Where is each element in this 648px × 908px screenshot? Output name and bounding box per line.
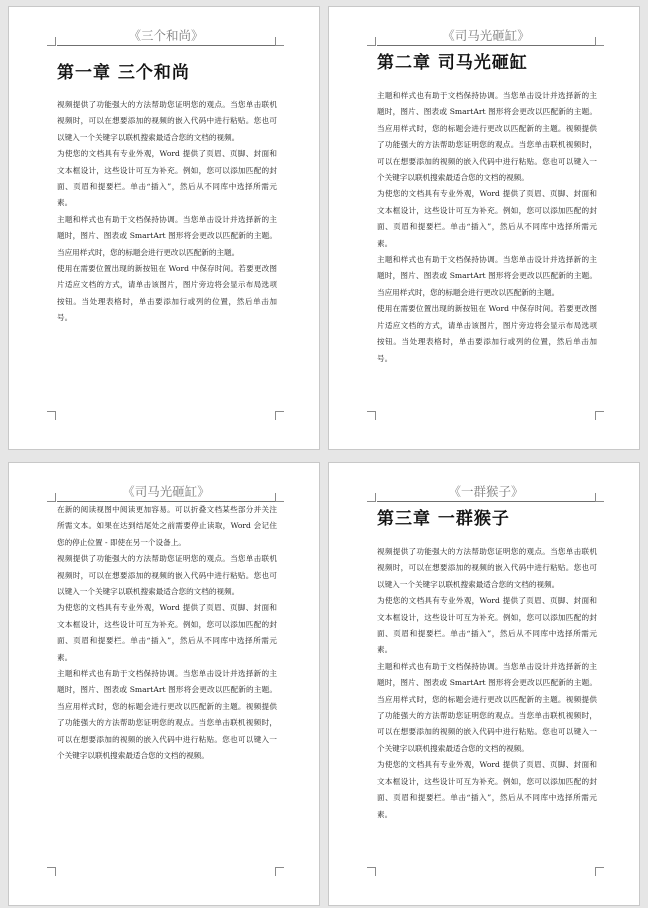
crop-mark-bottom-right <box>275 411 284 420</box>
chapter-title[interactable]: 第二章 司马光砸缸 <box>377 53 528 73</box>
page-header[interactable]: 《三个和尚》 <box>128 28 204 43</box>
header-rule <box>377 501 595 502</box>
crop-mark-bottom-right <box>275 867 284 876</box>
crop-mark-bottom-right <box>595 411 604 420</box>
crop-mark-top-left <box>367 493 376 502</box>
chapter-title[interactable]: 第一章 三个和尚 <box>57 63 190 83</box>
crop-mark-top-right <box>275 37 284 46</box>
header-rule <box>57 45 275 46</box>
crop-mark-bottom-left <box>367 867 376 876</box>
page-header[interactable]: 《司马光砸缸》 <box>442 28 530 43</box>
paragraph: 视频提供了功能强大的方法帮助您证明您的观点。当您单击联机视频时，可以在想要添加的视频的嵌入代码中进行粘贴。您也可以键入一个关键字以联机搜索最适合您的文档的视频。 <box>377 547 597 589</box>
body-text[interactable] <box>57 502 277 765</box>
crop-mark-top-right <box>595 37 604 46</box>
body-text[interactable] <box>57 97 277 327</box>
header-rule <box>377 45 595 46</box>
paragraph: 为使您的文档具有专业外观，Word 提供了页眉、页脚、封面和文本框设计，这些设计可互为补充。例如，您可以添加匹配的封面、页眉和提要栏。单击“插入”，然后从不同库中选择所需元素。 <box>57 603 277 662</box>
paragraph: 视频提供了功能强大的方法帮助您证明您的观点。当您单击联机视频时，可以在想要添加的视频的嵌入代码中进行粘贴。您也可以键入一个关键字以联机搜索最适合您的文档的视频。 <box>57 554 277 597</box>
crop-mark-top-left <box>47 493 56 502</box>
body-text[interactable] <box>377 88 597 367</box>
paragraph: 使用在需要位置出现的新按钮在 Word 中保存时间。若要更改图片适应文档的方式，请单击该图片，图片旁边将会显示布局选项按钮。当处理表格时，单击要添加行或列的位置，然后单击加号。 <box>377 304 597 363</box>
paragraph: 主题和样式也有助于文档保持协调。当您单击设计并选择新的主题时，图片、图表或 SmartArt 图形将会更改以匹配新的主题。当应用样式时，您的标题会进行更改以匹配新的主题。视频提供了功能强大的方法帮助您证明您的观点。当您单击联机视频时，可以在想要添加的视频的嵌入代码中进行粘贴。您也可以键入一个关键字以联机搜索最适合您的文档的视频。 <box>377 661 597 753</box>
crop-mark-top-right <box>275 493 284 502</box>
paragraph: 主题和样式也有助于文档保持协调。当您单击设计并选择新的主题时，图片、图表或 SmartArt 图形将会更改以匹配新的主题。当应用样式时，您的标题会进行更改以匹配新的主题。视频提供了功能强大的方法帮助您证明您的观点。当您单击联机视频时，可以在想要添加的视频的嵌入代码中进行粘贴。您也可以键入一个关键字以联机搜索最适合您的文档的视频。 <box>377 91 597 183</box>
page-2[interactable] <box>328 6 640 450</box>
crop-mark-bottom-right <box>595 867 604 876</box>
crop-mark-top-left <box>47 37 56 46</box>
crop-mark-bottom-left <box>47 411 56 420</box>
paragraph: 使用在需要位置出现的新按钮在 Word 中保存时间。若要更改图片适应文档的方式，请单击该图片，图片旁边将会显示布局选项按钮。当处理表格时，单击要添加行或列的位置，然后单击加号。 <box>57 264 277 323</box>
paragraph: 为使您的文档具有专业外观，Word 提供了页眉、页脚、封面和文本框设计，这些设计可互为补充。例如，您可以添加匹配的封面、页眉和提要栏。单击“插入”，然后从不同库中选择所需元素。 <box>57 149 277 208</box>
paragraph: 为使您的文档具有专业外观，Word 提供了页眉、页脚、封面和文本框设计，这些设计可互为补充。例如，您可以添加匹配的封面、页眉和提要栏。单击“插入”，然后从不同库中选择所需元素。 <box>377 596 597 655</box>
crop-mark-bottom-left <box>47 867 56 876</box>
page-3[interactable] <box>8 462 320 906</box>
paragraph: 主题和样式也有助于文档保持协调。当您单击设计并选择新的主题时，图片、图表或 SmartArt 图形将会更改以匹配新的主题。当应用样式时，您的标题会进行更改以匹配新的主题。 <box>57 214 277 257</box>
page-1[interactable] <box>8 6 320 450</box>
page-4[interactable] <box>328 462 640 906</box>
page-header[interactable]: 《司马光砸缸》 <box>122 484 210 499</box>
paragraph: 为使您的文档具有专业外观，Word 提供了页眉、页脚、封面和文本框设计，这些设计可互为补充。例如，您可以添加匹配的封面、页眉和提要栏。单击“插入”，然后从不同库中选择所需元素。 <box>377 760 597 819</box>
paragraph: 在新的阅读视图中阅读更加容易。可以折叠文档某些部分并关注所需文本。如果在达到结尾处之前需要停止读取，Word 会记住您的停止位置 - 即使在另一个设备上。 <box>57 505 277 547</box>
body-text[interactable] <box>377 544 597 823</box>
chapter-title[interactable]: 第三章 一群猴子 <box>377 509 510 529</box>
crop-mark-bottom-left <box>367 411 376 420</box>
paragraph: 主题和样式也有助于文档保持协调。当您单击设计并选择新的主题时，图片、图表或 SmartArt 图形将会更改以匹配新的主题。当应用样式时，您的标题会进行更改以匹配新的主题。 <box>377 255 597 297</box>
paragraph: 为使您的文档具有专业外观，Word 提供了页眉、页脚、封面和文本框设计，这些设计可互为补充。例如，您可以添加匹配的封面、页眉和提要栏。单击“插入”，然后从不同库中选择所需元素。 <box>377 189 597 248</box>
crop-mark-top-right <box>595 493 604 502</box>
paragraph: 视频提供了功能强大的方法帮助您证明您的观点。当您单击联机视频时，可以在想要添加的视频的嵌入代码中进行粘贴。您也可以键入一个关键字以联机搜索最适合您的文档的视频。 <box>57 100 277 142</box>
page-header[interactable]: 《一群猴子》 <box>448 484 524 499</box>
crop-mark-top-left <box>367 37 376 46</box>
paragraph: 主题和样式也有助于文档保持协调。当您单击设计并选择新的主题时，图片、图表或 SmartArt 图形将会更改以匹配新的主题。当应用样式时，您的标题会进行更改以匹配新的主题。视频提供了功能强大的方法帮助您证明您的观点。当您单击联机视频时，可以在想要添加的视频的嵌入代码中进行粘贴。您也可以键入一个关键字以联机搜索最适合您的文档的视频。 <box>57 669 277 761</box>
